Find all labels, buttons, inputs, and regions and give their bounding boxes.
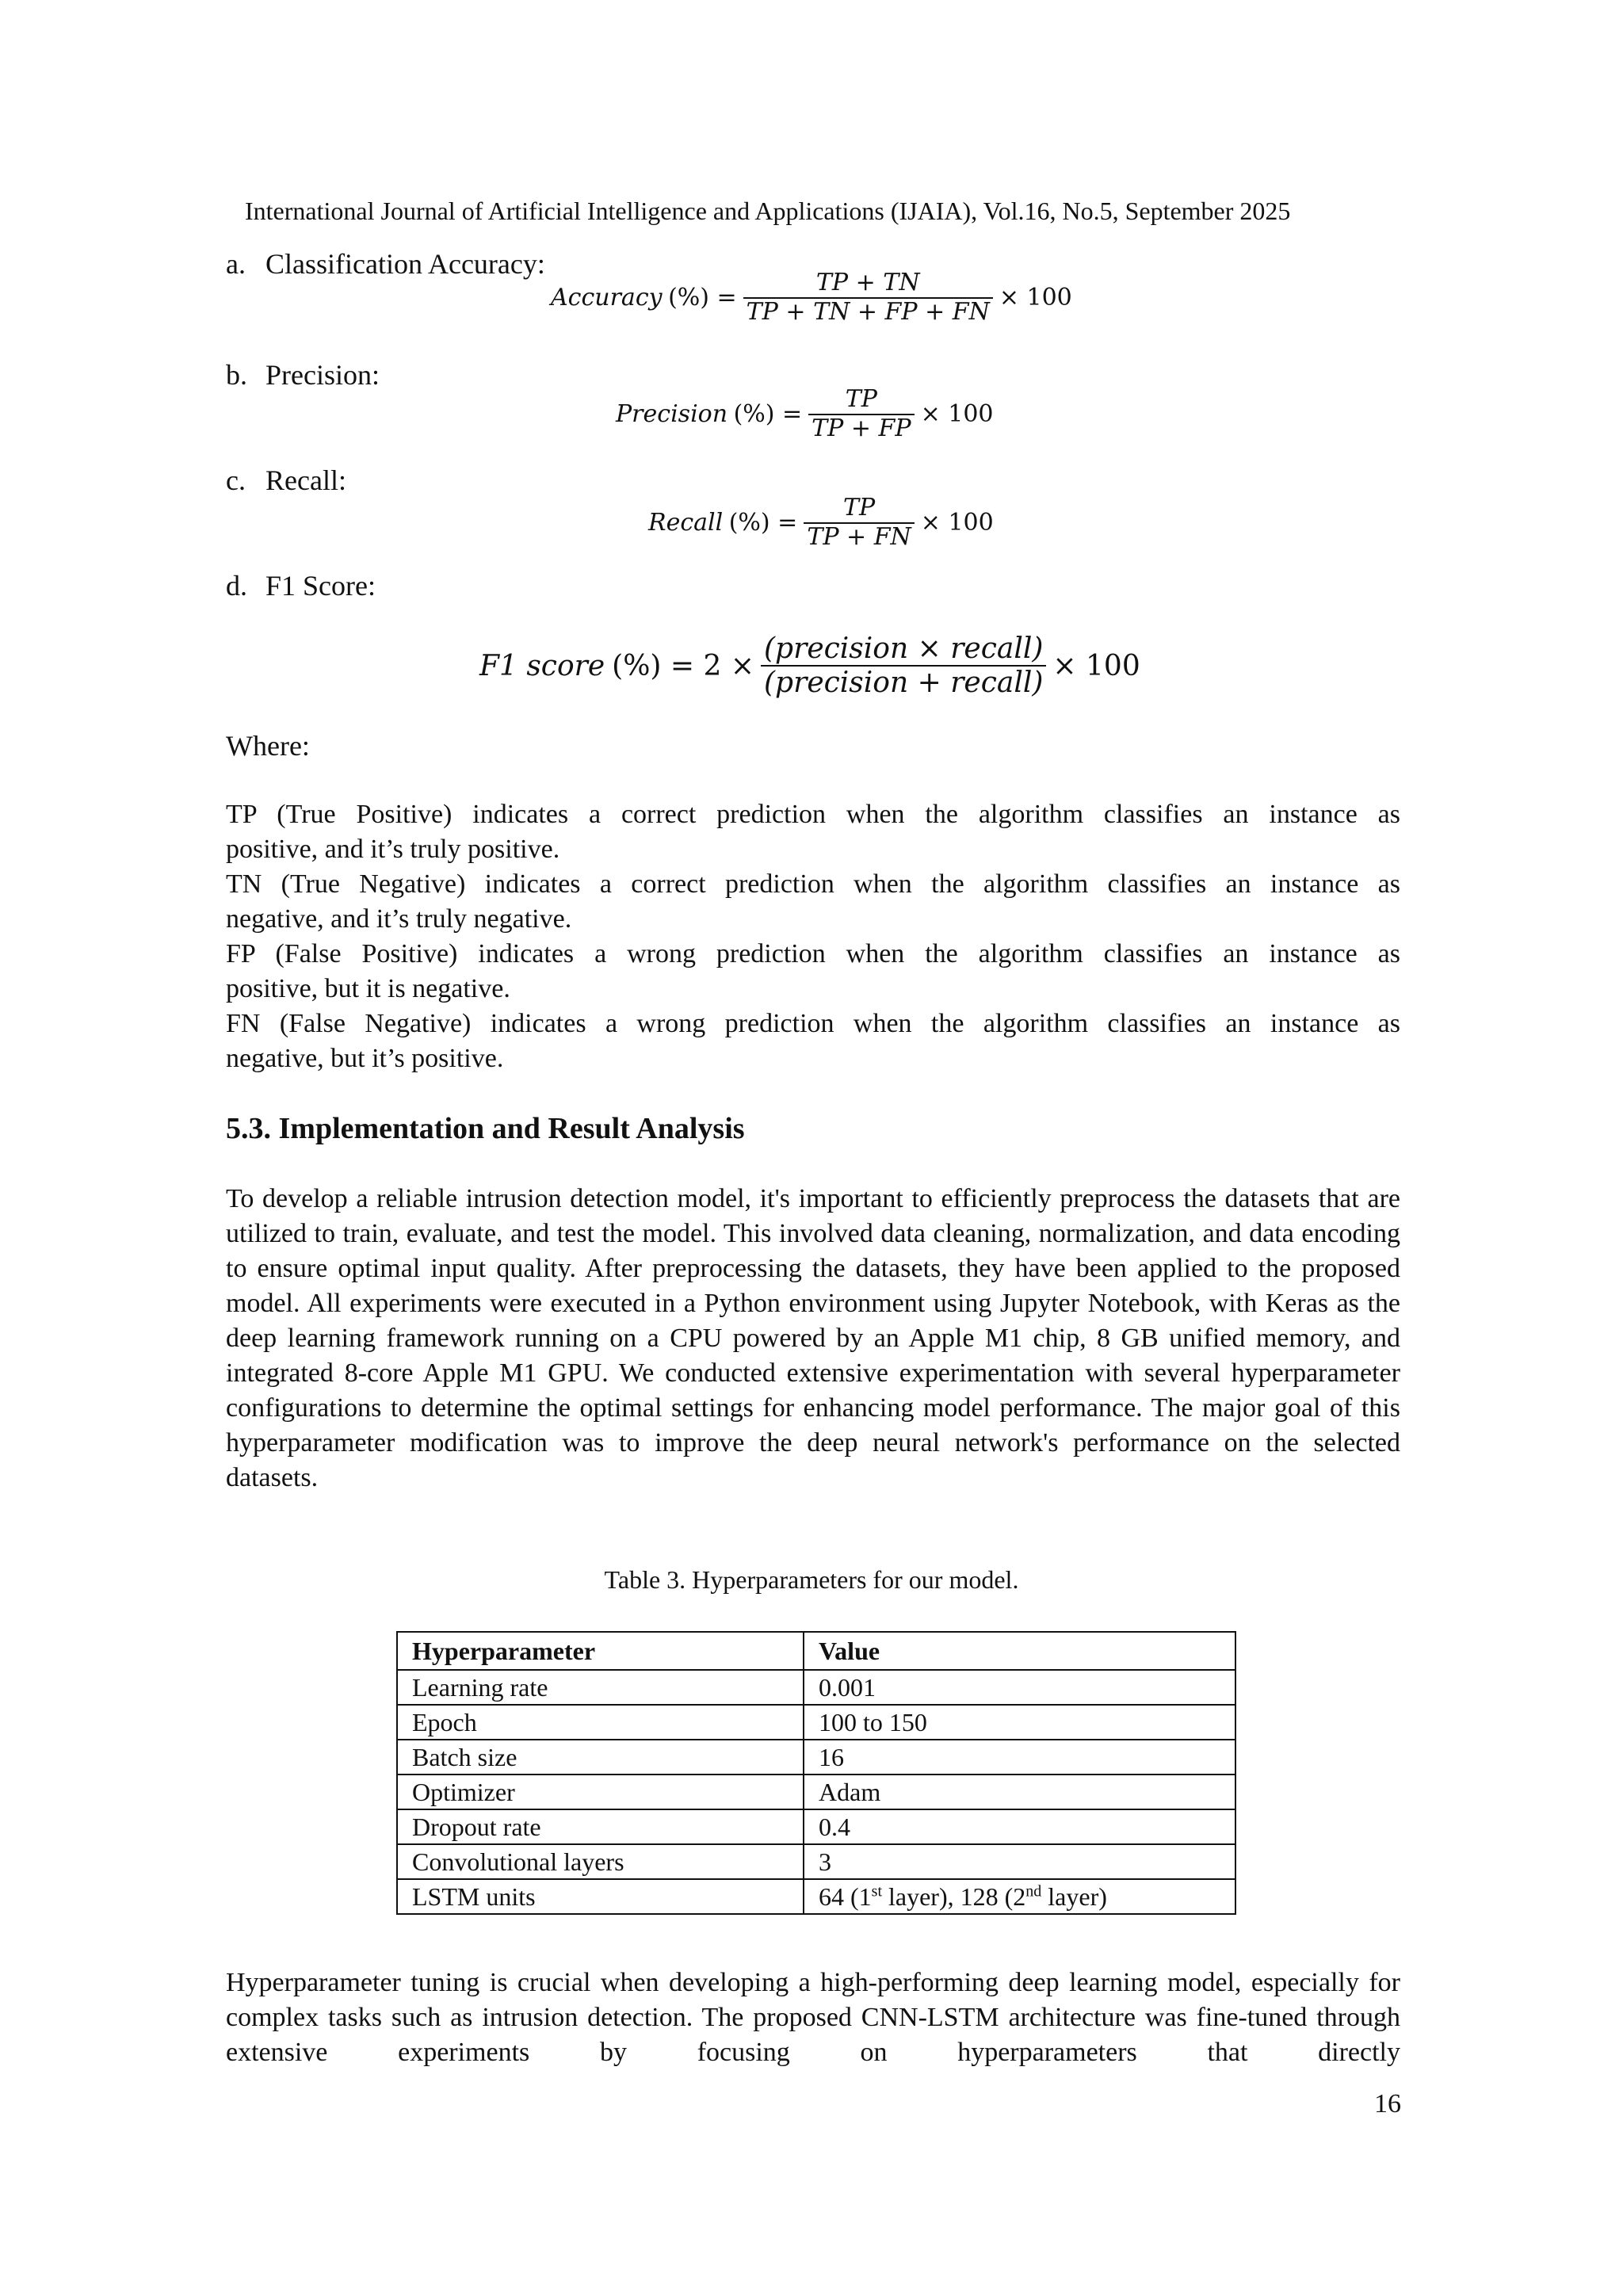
equation-fraction (804, 495, 914, 551)
definition-line: positive, but it is negative. (226, 974, 510, 1003)
metric-item-f1 (226, 569, 376, 602)
metric-name: Precision: (265, 359, 380, 391)
paragraph-text: To develop a reliable intrusion detection model, it's important to efficiently preprocess the datasets that are utilized to train, evaluate, and test the model. This involved data cleaning, normalization, and data encoding to ensure optimal input quality. After preprocessing the datasets, they have been applied to the proposed model. All experiments were executed in a Python environment using Jupyter Notebook, with Keras as the deep learning framework running on a CPU powered by an Apple M1 chip, 8 GB unified memory, and integrated 8-core Apple M1 GPU. We conducted extensive experimentation with several hyperparameter configurations to determine the optimal settings for enhancing model performance. The major goal of this hyperparameter modification was to improve the deep neural network's performance on the selected datasets. (226, 1184, 1400, 1492)
equation-precision (616, 386, 994, 442)
equation-numerator: TP + TN (815, 269, 920, 296)
equation-f1 (479, 632, 1140, 700)
definition-line: FP (False Positive) indicates a wrong prediction when the algorithm classifies an instance as (226, 939, 1400, 968)
table-row (397, 1879, 1235, 1914)
table-row (397, 1775, 1235, 1809)
definition-line: positive, and it’s truly positive. (226, 835, 560, 864)
metric-item-precision (226, 358, 380, 392)
definition-line: FN (False Negative) indicates a wrong prediction when the algorithm classifies an instance as (226, 1009, 1400, 1038)
table-cell: Adam (804, 1775, 1235, 1809)
table-cell: Epoch (397, 1705, 804, 1740)
equation-operator: (%) = (733, 400, 803, 428)
table-header-cell: Hyperparameter (397, 1632, 804, 1670)
table-header-cell: Value (804, 1632, 1235, 1670)
paragraph-text: Hyperparameter tuning is crucial when developing a high-performing deep learning model, especially for complex tasks such as intrusion detection. The proposed CNN-LSTM architecture was fine-tuned through extensive experiments by focusing on hyperparameters that directly (226, 1968, 1400, 2067)
equation-numerator: TP (845, 385, 877, 413)
table-cell: 0.4 (804, 1809, 1235, 1844)
table-row (397, 1844, 1235, 1879)
equation-operator: (%) = (668, 284, 737, 311)
definitions-block (226, 797, 1400, 1076)
metric-item-recall (226, 464, 346, 497)
definition-line: negative, and it’s truly negative. (226, 904, 572, 934)
definition-line: TN (True Negative) indicates a correct prediction when the algorithm classifies an instance as (226, 869, 1400, 899)
table-cell: 0.001 (804, 1670, 1235, 1705)
table-cell: 100 to 150 (804, 1705, 1235, 1740)
page-number: 16 (1374, 2089, 1401, 2118)
metric-label: c. (226, 464, 246, 496)
section-heading: 5.3. Implementation and Result Analysis (226, 1112, 745, 1145)
table-cell: Batch size (397, 1740, 804, 1775)
equation-lhs: F1 score (479, 649, 605, 682)
equation-tail: × 100 (920, 509, 994, 537)
metric-name: Classification Accuracy: (265, 248, 545, 280)
equation-accuracy (551, 269, 1072, 326)
running-header: International Journal of Artificial Intelligence and Applications (IJAIA), Vol.16, No.5, September 2025 (245, 197, 1291, 225)
equation-operator: (%) = (728, 509, 798, 537)
equation-lhs: Precision (616, 400, 728, 428)
table-cell: Optimizer (397, 1775, 804, 1809)
paragraph-tuning (226, 1966, 1400, 2070)
table-cell-lstm-value: 64 (1st layer), 128 (2nd layer) (804, 1879, 1235, 1914)
equation-denominator: (precision + recall) (764, 667, 1044, 700)
equation-numerator: TP (842, 494, 876, 521)
table-cell: Convolutional layers (397, 1844, 804, 1879)
table-row (397, 1705, 1235, 1740)
table-cell: 3 (804, 1844, 1235, 1879)
table-cell: Learning rate (397, 1670, 804, 1705)
paragraph-implementation (226, 1182, 1400, 1496)
equation-denominator: TP + TN + FP + FN (746, 297, 990, 326)
metric-label: b. (226, 359, 247, 391)
table-header-row (397, 1632, 1235, 1670)
equation-denominator: TP + FN (807, 522, 911, 551)
equation-lhs: Accuracy (551, 284, 663, 311)
table-row (397, 1670, 1235, 1705)
table-row (397, 1809, 1235, 1844)
table-row (397, 1740, 1235, 1775)
equation-denominator: TP + FP (812, 414, 911, 442)
metric-name: Recall: (265, 464, 346, 496)
equation-tail: × 100 (999, 284, 1072, 311)
equation-operator: (%) = 2 × (612, 649, 755, 682)
definition-line: negative, but it’s positive. (226, 1044, 504, 1073)
equation-lhs: Recall (648, 509, 724, 537)
equation-fraction (808, 386, 914, 442)
metric-name: F1 Score: (265, 570, 376, 602)
definition-line: TP (True Positive) indicates a correct prediction when the algorithm classifies an instance as (226, 800, 1400, 829)
table-caption: Table 3. Hyperparameters for our model. (604, 1565, 1019, 1594)
hyperparameter-table (396, 1631, 1236, 1915)
table-cell: 16 (804, 1740, 1235, 1775)
equation-recall (648, 495, 994, 551)
table-cell: Dropout rate (397, 1809, 804, 1844)
equation-tail: × 100 (920, 400, 994, 428)
metric-label: d. (226, 570, 247, 602)
table-cell: LSTM units (397, 1879, 804, 1914)
equation-fraction (743, 269, 993, 326)
metric-label: a. (226, 248, 246, 280)
equation-tail: × 100 (1052, 649, 1140, 682)
where-label: Where: (226, 730, 310, 762)
equation-numerator: (precision × recall) (764, 632, 1044, 665)
equation-fraction (761, 632, 1046, 700)
metric-item-accuracy (226, 247, 545, 281)
